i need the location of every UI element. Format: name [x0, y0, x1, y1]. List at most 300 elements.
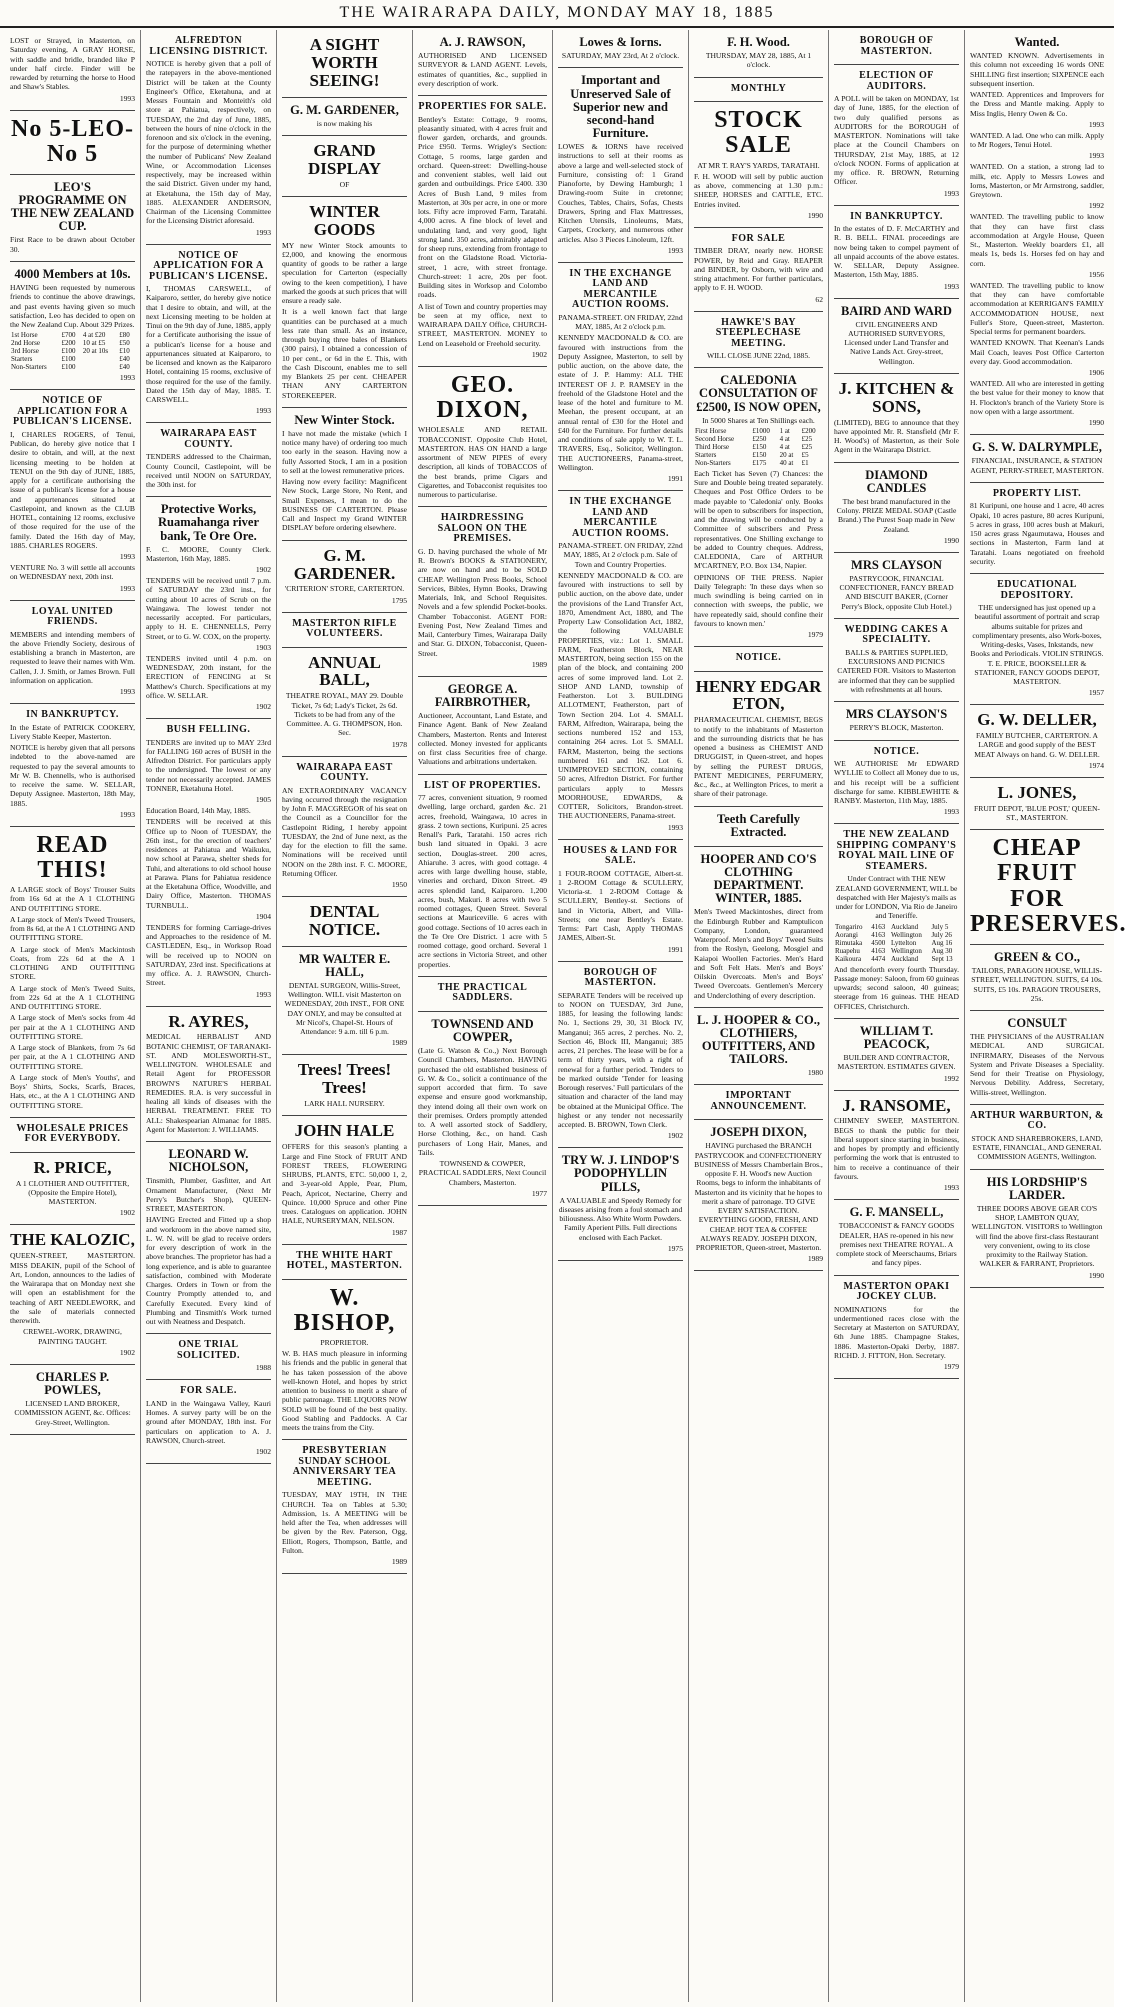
ad-reference-number: 1978	[391, 739, 407, 749]
ad-heading: LIST OF PROPERTIES.	[424, 779, 541, 791]
ad-heading: HENRY EDGAR ETON,	[695, 676, 822, 714]
ad-reference-number: 1979	[943, 1362, 959, 1372]
ad-reference-number: 1903	[255, 642, 271, 652]
ad-heading: READ THIS!	[36, 831, 109, 883]
advertisement	[418, 507, 547, 677]
ad-heading: WAIRARAPA EAST COUNTY.	[296, 761, 393, 784]
advertisement	[146, 30, 271, 245]
ad-heading: F. H. Wood.	[727, 35, 790, 49]
ad-heading: FOR SALE.	[180, 1385, 237, 1397]
ad-body-text: Men's Tweed Mackintoshes, direct from the Edinburgh Rubber and Kamptulicon Company, London, guaranteed Waterproof. Men's and Boys' Tweed Suits from the Roslyn, Geelong, Mosgiel and Kaiapoi Woollen Factories. Men's Hard and Soft Felt Hats. Men's and Boys' Oilskin Overcoats. Men's and Boys' Tweed Overcoats. Gentlemen's Mercery and Underclothing of every description.	[694, 907, 823, 1000]
ad-heading: JOHN HALE	[294, 1121, 395, 1141]
advertisement	[558, 840, 683, 962]
table-cell: £10	[119, 347, 130, 356]
ad-reference-number: 1991	[667, 474, 683, 483]
advertisement	[834, 702, 959, 740]
ad-heading: CHEAP FRUIT FOR PRESERVES.	[970, 835, 1127, 937]
table-cell: Non-Starters	[695, 458, 731, 467]
table-cell: July 26	[931, 930, 952, 939]
ad-reference-number: 1993	[119, 687, 135, 696]
ad-reference-number: 1993	[667, 822, 683, 832]
ad-reference-number: 1988	[255, 1363, 271, 1373]
ad-body-text: THE undersigned has just opened up a beautiful assortment of portrait and scrap albums suitable for prizes and complimentary presents, also Work-boxes, Writing-desks, Vases, Inkstands, new Books and Periodicals. VIOLIN STRINGS. T. E. PRICE, BOOKSELLER & STATIONER, FANCY GOODS DEPOT, MASTERTON.	[970, 603, 1104, 686]
ad-reference-number: 1993	[943, 281, 959, 291]
ad-body-text: And thenceforth every fourth Thursday. Passage money: Saloon, from 60 guineas upwards; second saloon, 40 guineas; steerage from 16 guineas. THE HEAD OFFICES, Christchurch.	[834, 964, 959, 1011]
ad-heading: THE PRACTICAL SADDLERS.	[437, 981, 528, 1004]
ad-body-text: LOWES & IORNS have received instructions to sell at their rooms as above a large and well-selected stock of Furniture, consisting of: 1 Grand Pianoforte, by Dewing Hamburgh; 1 Drawing-room Suite in cretonne; Couches, Tables, Chairs, Sofas, Chests Drawers, Spring and Flax Mattresses, Kitchen Utensils, Linoleums, Mats, Carpets, Crockery, and numerous other articles. Also 3 Pieces Linoleum, 12ft.	[558, 142, 683, 244]
table-cell: 10 at £5	[82, 339, 106, 348]
ad-body-text: KENNEDY MACDONALD & CO. are favoured with instructions to sell by public auction, on the above date, under the provisions of the Land Transfer Act, 1870, Amendment Act, 1880, and The Property Law Consolidation Act, 1882, the following VALUABLE PROPERTIES, viz.: Lot 1. SMALL FARM, Featherston Block, NEAR MASTERTON, being section 155 on the plan of the block, and containing 200 acres of some improved land. Lot 2. SHOP AND LAND, township of Featherston. Lot 3. BUILDING ALLOTMENT, Featherston, part of Town Section 204. Lot 4. SMALL FARM, Alfredton, Wairarapa, being the sections numbered 152 and 153, containing 264 acres. Lot 5. SMALL FARM, Masterton, being the sections numbered 161 and 162. Lot 6. UNIMPROVED SECTION, containing 50 acres, Alfredton District. For further particulars apply to Messrs MOORHOUSE, EDWARDS, & COTTER, Solicitors, Brandon-street. THE AUCTIONEERS, Panama-street.	[558, 570, 683, 821]
ad-reference-number: 1902	[255, 565, 271, 575]
ad-heading: G. W. DELLER,	[977, 710, 1097, 730]
ad-body-text: PROPRIETOR.	[320, 1337, 369, 1347]
table-cell: 4163	[871, 930, 886, 939]
advertisement	[10, 827, 135, 1118]
ad-heading: BAIRD AND WARD	[841, 303, 952, 318]
table-row	[834, 931, 959, 939]
ad-body-text: 77 acres, convenient situation, 9 roomed dwelling, large orchard, garden &c. 21 acres, freehold, Waingawa, 10 acres in grass. 2 town sections, Kuripuni. 25 acres Renall's Park, Taratahi. 150 acres rich bush land situated in Opaki. 3 acre section, Douglas-street. 200 acres, Ahiaruhe. 3 acres, with good cottage. 4 acres with large dwelling house, stable, vineries and orchard, Dixon Street. 49 acres splendid land, Kaiparoro. 1,200 acres, bush, Makuri. 8 acres with two 5 roomed cottages, Queen Street. Several sections at Mauriceville. 6 acres with good cottage. Sections of 10 acres each in the Te Ore Ore District. 1 acre with 5 roomed cottage, good orchard. Several 1 acre sections in Victoria Street, and other properties.	[418, 793, 547, 969]
advertisement	[418, 367, 547, 507]
ad-heading: Lowes & Iorns.	[579, 35, 662, 49]
ad-heading: LOYAL UNITED FRIENDS.	[31, 605, 114, 627]
ad-body-text: SEPARATE Tenders will be received up to NOON on TUESDAY, 3rd June, 1885, for leasing the following lands: No. 1, Sections 29, 30, 31 Block IV, Manganui; 365 acres, 2 perches. No. 2, Section 46, Block III, Manganui; 385 acres, 21 perches. The lease will be for a term of thirty years, with a right of renewal for a further period. Tenders to be marked outside 'Tender for leasing Borough reserves.' Full particulars of the situation and character of the land may be obtained at the Municipal Office. The highest or any tender not necessarily accepted. B. BROWN, Town Clerk.	[558, 990, 683, 1129]
ad-heading: BOROUGH OF MASTERTON.	[583, 966, 658, 988]
ad-heading: New Winter Stock.	[294, 412, 395, 427]
table-cell: £250	[752, 434, 767, 443]
advertisement	[282, 897, 407, 947]
ad-heading: L. JONES,	[997, 782, 1077, 802]
ad-body-text: TENDERS addressed to the Chairman, County Council, Castlepoint, will be received until NOON on SATURDAY, the 30th inst. for	[146, 452, 271, 489]
ad-heading: HIS LORDSHIP'S LARDER.	[986, 1174, 1088, 1202]
ad-body-text: I, CHARLES ROGERS, of Tenui, Publican, do hereby give notice that I desire to obtain, and will, at the next licensing meeting to be holden at TENUI on the 9th day of JUNE, 1885, apply for a certificate authorising the issue of a publican's license for a house and appurtenances situated at Castlepoint, and known as the CLUB HOTEL, containing 12 rooms, exclusive of those required for the use of the family. Dated the 16th day of May, 1885. CHARLES ROGERS.	[10, 429, 135, 550]
ad-heading: THE KALOZIC,	[10, 1230, 135, 1250]
ad-body-text: MY new Winter Stock amounts to £2,000, and knowing the enormous quantity of goods to be rather a large speculation for Carterton (especially owing to the keen competition), I have marked the goods at such prices that will ensure a ready sale.	[282, 240, 407, 306]
table-cell: First Horse	[695, 426, 727, 435]
table-cell: 4 at	[779, 442, 790, 451]
table-row	[694, 459, 823, 467]
ad-heading: MRS CLAYSON'S	[845, 707, 948, 722]
ad-heading: MRS CLAYSON	[851, 557, 942, 572]
ad-body-text: OF	[339, 179, 350, 189]
ad-heading: HOUSES & LAND FOR SALE.	[563, 844, 678, 866]
advertisement	[282, 757, 407, 898]
advertisement	[146, 497, 271, 719]
ad-heading: A SIGHT WORTH SEEING!	[309, 35, 380, 90]
table-cell: Third Horse	[695, 442, 730, 451]
table-cell: £175	[752, 458, 767, 467]
ad-body-text: G. D. having purchased the whole of Mr R. Brown's BOOKS & STATIONERY, are now on hand and to be SOLD CHEAP. Wellington Press Books, School Services, Bibles, Hymn Books, Drawing Materials, Ink, and School Requisites. Novels and a few splendid Pocket-books. Chamber Tobacconist. AGENT FOR: Evening Post, New Zealand Times and Mail, Canterbury Times, Wairarapa Daily and Star. G. DIXON, Tobacconist, Queen-Street.	[418, 546, 547, 658]
ad-reference-number: 1989	[391, 1038, 407, 1048]
ad-body-text: MEDICAL HERBALIST AND BOTANIC CHEMIST, OF TARANAKI-ST. AND MOLESWORTH-ST., WELLINGTON. WHOLESALE and Retail Agent for PROFESSOR BROWN'S NATURE'S HERBAL REMEDIES. R.A. is very successful in healing all kinds of diseases with the HERBAL TREATMENT. FREE TO ALL: Shakespearian Almanac for 1885. Agent for Masterton: J. WILLIAMS.	[146, 1032, 271, 1134]
ad-heading: JOSEPH DIXON,	[710, 1125, 807, 1140]
ad-body-text: 'CRITERION' STORE, CARTERTON.	[284, 584, 405, 594]
table-cell: 20 at 10s	[82, 347, 109, 356]
advertisement	[694, 312, 823, 369]
advertisement	[558, 491, 683, 840]
ad-reference-number: 1993	[119, 93, 135, 103]
ad-body-text: FINANCIAL, INSURANCE, & STATION AGENT, PERRY-STREET, MASTERTON.	[970, 456, 1104, 475]
ad-reference-number: 1993	[119, 373, 135, 383]
column-5	[553, 30, 689, 2002]
advertisement	[694, 368, 823, 647]
ad-body-text: WANTED. Apprentices and Improvers for the Dress and Mantle making. Apply to Miss Inglis, Henry Owen & Co.	[970, 90, 1104, 118]
ad-heading: GEORGE A. FAIRBROTHER,	[434, 681, 531, 709]
table-cell: Starters	[695, 450, 717, 459]
prize-table	[10, 331, 135, 371]
table-cell: Rimutaka	[835, 938, 863, 947]
advertisement	[834, 1019, 959, 1091]
table-cell: Wellington	[890, 946, 922, 955]
ad-heading: THE WHITE HART HOTEL, MASTERTON.	[286, 1249, 403, 1271]
ad-heading: MONTHLY	[730, 82, 787, 94]
ad-body-text: VENTURE No. 3 will settle all accounts on WEDNESDAY next, 20th inst.	[10, 563, 135, 582]
ad-body-text: F. C. MOORE, County Clerk. Masterton, 16th May, 1885.	[146, 544, 271, 563]
table-cell: £200	[61, 339, 76, 348]
ad-reference-number: 1905	[255, 795, 271, 805]
table-cell: 40 at	[779, 458, 794, 467]
table-cell: £100	[61, 355, 76, 364]
ad-heading: ARTHUR WARBURTON, & CO.	[970, 1109, 1104, 1132]
ad-reference-number: 1950	[391, 880, 407, 890]
advertisement	[282, 1440, 407, 1574]
ad-heading: MASTERTON RIFLE VOLUNTEERS.	[292, 617, 397, 640]
advertisement	[282, 613, 407, 648]
ad-reference-number: 1992	[943, 1073, 959, 1083]
ad-reference-number: 1902	[119, 1208, 135, 1218]
ad-heading: G. S. W. DALRYMPLE,	[972, 440, 1102, 455]
advertisement	[10, 390, 135, 600]
ad-body-text: A Large stock of Men's Tweed Suits, from 22s 6d at the A 1 CLOTHING AND OUTFITTING STORE.	[10, 983, 135, 1012]
ad-body-text: A Large stock of Men's socks from 4d per pair at the A 1 CLOTHING AND OUTFITTING STORE.	[10, 1013, 135, 1041]
advertisement	[146, 1007, 271, 1143]
table-cell: £40	[119, 355, 130, 364]
ad-heading: CONSULT	[1007, 1016, 1067, 1031]
ad-body-text: PANAMA-STREET. ON FRIDAY, 22nd MAY, 1885, At 2 o'clock p.m.	[558, 312, 683, 331]
ad-reference-number: 1993	[943, 807, 959, 817]
ad-heading: STOCK SALE	[714, 107, 803, 159]
advertisement	[970, 705, 1104, 778]
ad-body-text: STOCK AND SHAREBROKERS, LAND, ESTATE, FINANCIAL, AND GENERAL COMMISSION AGENTS, Wellington.	[971, 1133, 1103, 1162]
ad-heading: IN BANKRUPTCY.	[26, 709, 119, 720]
advertisement	[282, 98, 407, 136]
advertisement	[282, 136, 407, 197]
ad-heading: CHARLES P. POWLES,	[35, 1369, 110, 1397]
table-cell: 4163	[871, 922, 886, 931]
ad-body-text: TIMBER DRAY, nearly new. HORSE POWER, by Reid and Gray. REAPER and BINDER, by Osborn, with wire and string attachment. For further particulars, apply to F. H. WOOD.	[694, 246, 823, 293]
table-cell: Auckland	[890, 922, 919, 931]
ad-body-text: SATURDAY, MAY 23rd, At 2 o'clock.	[561, 51, 680, 61]
advertisement	[834, 824, 959, 1019]
table-cell	[82, 355, 118, 363]
advertisement	[970, 483, 1104, 574]
ad-body-text: I, THOMAS CARSWELL, of Kaiparoro, settler, do hereby give notice that I desire to obtain, and will, at the next Licensing meeting to be holden at Tinui on the 9th day of June, 1885, apply for a Certificate authorising the issue of a publican's license for a house and appurtenances situated at Kaiparoro, to be licensed and known as the Kaiparoro Hotel, containing 15 rooms, exclusive of those required for the use of the family. Dated the 15th day of May, 1885. T. CARSWELL.	[146, 284, 272, 404]
ad-reference-number: 1902	[119, 1347, 135, 1357]
ad-body-text: A Large stock of Men's Mackintosh Coats, from 22s 6d at the A 1 CLOTHING AND OUTFITTING STORE.	[10, 944, 135, 982]
ad-reference-number: 1904	[255, 911, 271, 921]
ad-body-text: AT MR T. RAY'S YARDS, TARATAHI.	[697, 160, 820, 170]
advertisement	[834, 463, 959, 553]
table-row	[10, 339, 135, 347]
ad-body-text: TENDERS are invited up to MAY 23rd for FALLING 160 acres of BUSH in the Alfredton District. For particulars apply to the undersigned. The lowest or any tender not necessarily accepted. JAMES TONNER, Eketahuna Hotel.	[146, 737, 271, 793]
ad-heading: IN BANKRUPTCY.	[850, 210, 943, 222]
ad-reference-number: 1993	[119, 809, 135, 819]
ad-body-text: KENNEDY MACDONALD & CO. are favoured with instructions from the Deputy Assignee, Masterton, to sell by public auction, on the above date, the estate of J. P. Hammy: ALL THE INTEREST OF J. P. RAMSEY in the freehold of the Gladstone Hotel and the lease of the hotel and furniture to M. Meehan, the present occupant, at an annual rental of £30 for the Hotel and £40 for the Furniture. For further details and conditions of sale apply to W. T. L. TRAVERS, Esq., Solicitor, Wellington. THE AUCTIONEERS, Panama-street, Wellington.	[558, 333, 683, 472]
advertisement	[282, 648, 407, 757]
ad-body-text: A list of Town and country properties may be seen at my office, next to WAIRARAPA DAILY Office, CHURCH-STREET, MASTERTON. MONEY to Lend on Leasehold or Freehold security.	[418, 301, 547, 348]
ad-body-text: In the Estate of PATRICK COOKERY, Livery Stable Keeper, Masterton.	[10, 722, 135, 741]
advertisement	[558, 263, 683, 491]
ad-body-text: 1 FOUR-ROOM COTTAGE, Albert-st. 1 2-ROOM Cottage & SCULLERY, Victoria-st. 1 2-ROOM Cottage & SCULLERY, Bentley-st. Sections of land in Victoria, Albert, and Villa-Streets; one near Bentley's Estate. Terms: Part Cash, Apply THOMAS JAMES, Albert-St.	[558, 868, 683, 943]
advertisement	[10, 262, 135, 390]
ad-reference-number: 1902	[531, 349, 547, 359]
ad-body-text: (LIMITED), BEG to announce that they have appointed Mr. R. Stansfield (Mr F. H. Wood's) of Masterton, as their Sole Agent in the Wairarapa District.	[834, 417, 959, 455]
advertisement	[282, 1055, 407, 1116]
ad-heading: NOTICE.	[735, 652, 782, 664]
advertisement	[146, 1380, 271, 1464]
ad-body-text: TENDERS for forming Carriage-drives and Approaches to the residence of M. CASTLEDEN, Esq., in Worksop Road will be received up to NOON on SATURDAY, 23rd inst. Specifications at my office. A. J. RAWSON, Church-Street.	[146, 922, 271, 988]
ad-heading: PROPERTY LIST.	[992, 487, 1082, 499]
prize-table	[834, 923, 959, 963]
ad-body-text: FRUIT DEPOT, 'BLUE POST,' QUEEN-ST., MASTERTON.	[974, 803, 1100, 822]
ad-heading: G. F. MANSELL,	[849, 1205, 944, 1220]
ad-body-text: WANTED. All who are interested in getting the best value for their money to know that H. Flockton's branch of the Variety Store is now open with a large assortment.	[970, 379, 1104, 416]
table-cell: 2nd Horse	[11, 339, 40, 348]
advertisement	[418, 677, 547, 775]
advertisement	[558, 68, 683, 262]
table-row	[10, 331, 135, 339]
ad-heading: Important and Unreserved Sale of Superior new and second-hand Furniture.	[570, 73, 671, 140]
ad-heading: J. RANSOME,	[842, 1095, 951, 1115]
table-cell: 1 at	[779, 426, 790, 435]
advertisement	[970, 30, 1104, 435]
advertisement	[694, 672, 823, 807]
table-cell: 3rd Horse	[11, 347, 39, 356]
advertisement	[834, 1200, 959, 1275]
ad-body-text: WANTED. The travelling public to know that they can have first class accommodation at Argyle House, Queen St., Masterton. Weekly boarders £1, all meals 1s, beds 1s. Horses fed on hay and corn.	[970, 212, 1104, 268]
ad-reference-number: 1990	[1088, 1270, 1104, 1280]
advertisement	[834, 741, 959, 825]
ad-body-text: BUILDER AND CONTRACTOR, MASTERTON. ESTIMATES GIVEN.	[837, 1053, 956, 1072]
table-cell: £1000	[752, 426, 770, 435]
ad-body-text: PHARMACEUTICAL CHEMIST, BEGS to notify to the inhabitants of Masterton and the surrounding districts that he has opened a business as CHEMIST AND DRUGGIST, in Queen-street, and hopes by selling the PUREST DRUGS, PATENT MEDICINES, PERFUMERY, &c., &c., at Wellington Prices, to merit a share of their patronage.	[694, 715, 823, 799]
ad-reference-number: 1956	[1088, 269, 1104, 279]
ad-body-text: AUTHORISED AND LICENSED SURVEYOR & LAND AGENT. Levels, estimates of quantities, &c., supplied in every description of work.	[418, 51, 547, 88]
ad-body-text: BALLS & PARTIES SUPPLIED, EXCURSIONS AND PICNICS CATERED FOR. Visitors to Masterton are informed that they can be supplied with refreshments at all hours.	[837, 647, 956, 694]
ad-body-text: is now making his	[316, 118, 373, 128]
advertisement	[834, 65, 959, 206]
ad-body-text: A Large stock of Men's Youths', and Boys' Shirts, Socks, Scarfs, Braces, Hats, etc., at the A 1 CLOTHING AND OUTFITTING STORE.	[10, 1072, 135, 1110]
ad-body-text: DENTAL SURGEON, Willis-Street, Wellington. WILL visit Masterton on WEDNESDAY, 20th INST., FOR ONE DAY ONLY, and may be consulted at Mr Nicol's, Chapel-St. Hours of Attendance: 9 a.m. till 6 p.m.	[284, 980, 405, 1037]
ad-body-text: LAND in the Waingawa Valley, Kauri Homes. A survey party will be on the ground after MONDAY, 18th inst. For particulars on application to A. J. RAWSON, Church-street.	[146, 1398, 271, 1445]
advertisement	[282, 1245, 407, 1280]
ad-body-text: Bentley's Estate: Cottage, 9 rooms, pleasantly situated, with 4 acres fruit and flower garden, orchards, and grounds. Price £950. Terms. Wrigley's Section: Cottage, 5 rooms, large garden and orchard. Queen-street: Dwelling-house and convenient stables, well laid out garden and outbuildings. Price £400. 330 Acres of Bush Land, 9 miles from Masterton, at 30s per acre, in one or more lots. Fifty acre improved Farm, Taratahi. 4,000 acres. A fine block of level and undulating land, and very good, light strong land. 350 acres, admirably adapted for sheep runs, extending from frontage to front on the Gladstone Road. Victoria-street, 1 acre, with street frontage. Church-street: 1 acre, 20s per foot. Building sites in Worksop and Colombo roads.	[418, 114, 547, 300]
advertisement	[282, 947, 407, 1056]
ad-heading: CALEDONIA CONSULTATION OF £2500, IS NOW OPEN,	[696, 373, 821, 414]
ad-body-text: WHOLESALE AND RETAIL TOBACCONIST. Opposite Club Hotel, MASTERTON. HAS ON HAND a large assortment of NEW PIPES of every description, all kinds of TOBACCOS of the best brands, prime Cigars and Cigarettes, and Tobacconist requisites too numerous to particularise.	[418, 425, 547, 499]
advertisement	[694, 1120, 823, 1271]
ad-heading: NOTICE OF APPLICATION FOR A PUBLICAN'S LICENSE.	[149, 249, 268, 282]
advertisement	[970, 1011, 1104, 1105]
ad-heading: G. M. GARDENER.	[293, 545, 396, 583]
column-1	[5, 30, 141, 2002]
advertisement	[694, 102, 823, 228]
advertisement	[282, 197, 407, 408]
ad-body-text: TAILORS, PARAGON HOUSE, WILLIS-STREET, WELLINGTON. SUITS, £4 10s. SUITS, £5 10s. PARAGON TROUSERS, 25s.	[971, 966, 1103, 1003]
ad-body-text: Tinsmith, Plumber, Gasfitter, and Art Ornament Manufacturer, (Next Mr Perry's Butcher's Shop), QUEEN-STREET, MASTERTON.	[146, 1176, 271, 1214]
ad-heading: LEO'S PROGRAMME ON THE NEW ZEALAND CUP.	[10, 179, 135, 234]
ad-heading: THE NEW ZEALAND SHIPPING COMPANY'S ROYAL MAIL LINE OF STEAMERS.	[836, 829, 957, 872]
ad-reference-number: 1906	[1088, 368, 1104, 378]
table-cell: £150	[752, 442, 767, 451]
table-cell: Ruapehu	[835, 946, 860, 955]
ad-heading: Teeth Carefully Extracted.	[717, 811, 800, 839]
ad-body-text: A Large stock of Men's Tweed Trousers, from 8s 6d, at the A 1 CLOTHING AND OUTFITTING STORE.	[10, 914, 135, 943]
advertisement	[10, 601, 135, 705]
advertisement	[834, 553, 959, 619]
ad-body-text: PASTRYCOOK, FINANCIAL CONFECTIONER, FANCY BREAD AND BISCUIT BAKER, (Corner Perry's Block, opposite Club Hotel.)	[839, 573, 954, 611]
ad-heading: IN THE EXCHANGE LAND AND MERCANTILE AUCTION ROOMS.	[569, 496, 672, 539]
advertisement	[970, 830, 1127, 945]
ad-heading: WINTER GOODS	[309, 201, 380, 239]
advertisement	[834, 619, 959, 702]
ad-heading: ELECTION OF AUDITORS.	[859, 70, 934, 92]
ad-body-text: PERRY'S BLOCK, Masterton.	[849, 723, 944, 733]
advertisement	[418, 96, 547, 367]
ad-body-text: WANTED. The travelling public to know that they can have comfortable accommodation at KERRIGAN'S FAMILY ACCOMMODATION HOUSE, next Fuller's Store, Queen-street, Masterton. Special terms for permanent boarders.	[970, 280, 1104, 337]
ad-body-text: TOBACCONIST & FANCY GOODS DEALER, HAS re-opened in his new premises next THEATRE ROYAL. A complete stock of Meerschaums, Briars and fancy pipes.	[836, 1221, 957, 1268]
advertisement	[10, 1225, 135, 1364]
ad-body-text: WANTED KNOWN. That Keenan's Lands Mail Coach, leaves Post Office Carterton every day. Good accommodation.	[970, 338, 1104, 366]
columns	[5, 30, 1127, 2002]
table-cell: £200	[801, 426, 816, 435]
ad-heading: L. J. HOOPER & CO., CLOTHIERS, OUTFITTERS, AND TAILORS.	[697, 1012, 820, 1067]
ad-body-text: In the estates of D. F. McCARTHY and R. B. BELL. FINAL proceedings are now being taken to compel payment of all unpaid accounts of the above estates. W. SELLAR, Deputy Assignee. Masterton, 15th May, 1885.	[834, 224, 959, 280]
ad-reference-number: 1989	[391, 1557, 407, 1567]
advertisement	[146, 245, 271, 424]
ad-body-text: Having now every facility: Magnificent New Stock, Large Store, No Rent, and Small Expenses, I mean to do the BUSINESS OF CARTERTON. Please Call and Inspect my Grand WINTER DISPLAY before ordering elsewhere.	[282, 477, 407, 533]
ad-body-text: TENDERS will be received until 7 p.m. of SATURDAY the 23rd inst., for cutting about 10 acres of Scrub on the Waingawa. The lowest tender not necessarily accepted. For particulars, apply to H. E. CHENNELLS, Perry Street, or to G. W. COX, on the property.	[146, 576, 271, 641]
table-cell: £700	[61, 331, 76, 340]
ad-heading: TOWNSEND AND COWPER,	[431, 1016, 534, 1044]
ad-body-text: LICENSED LAND BROKER, COMMISSION AGENT, &c. Offices: Grey-Street, Wellington.	[14, 1399, 131, 1427]
ad-heading: MR WALTER E. HALL,	[298, 951, 391, 979]
ad-reference-number: 1993	[119, 583, 135, 593]
table-row	[10, 363, 135, 371]
ad-body-text: WE AUTHORISE Mr EDWARD WYLLIE to Collect all Money due to us, and his receipt will be a sufficient discharge for same. KIBBLEWHITE & RANBY. Masterton, 11th May, 1885.	[834, 759, 959, 806]
ad-heading: IMPORTANT ANNOUNCEMENT.	[710, 1090, 807, 1112]
ad-body-text: NOMINATIONS for the undermentioned races close with the Secretary at Masterton on SATURDAY, 6th June 1885. Champagne Stakes, 1886. Masterton-Opaki Derby, 1887. RICHD. J. FITTON, Hon. Secretary.	[834, 1304, 959, 1360]
ad-reference-number: 1975	[667, 1243, 683, 1253]
ad-reference-number: 1990	[807, 210, 823, 220]
table-cell: £40	[119, 363, 130, 372]
advertisement	[418, 977, 547, 1012]
ad-body-text: The best brand manufactured in the Colony. PRIZE MEDAL SOAP (Castle Brand.) The Purest Soap made in New Zealand.	[836, 496, 957, 534]
ad-body-text: I have not made the mistake (which I notice many have) of ordering too much too early in the season. Having now a fully Assorted Stock, I am in a position to sell at the lowest remunerative prices.	[282, 428, 407, 475]
ad-body-text: PANAMA-STREET. ON FRIDAY, 22nd MAY, 1885, At 2 o'clock p.m. Sale of Town and Country Properties.	[558, 541, 683, 569]
table-cell: £100	[61, 347, 76, 356]
ad-reference-number: 1977	[531, 1188, 547, 1198]
ad-body-text: TENDERS will be received at this Office up to Noon of TUESDAY, the 26th inst., for the erection of teachers' residences at Pahiatua and Waikuku, now school at Parawa, shelter sheds for Tuhi, and alterations to old school house at Parawa. Plans for Pahiatua residence at the Eketahuna Office, Woodville, and Dairy Office, Masterton. THOMAS TURNBULL.	[146, 817, 271, 910]
ad-body-text: WANTED KNOWN. Advertisements in this column not exceeding 16 words ONE SHILLING first insertion; SIXPENCE each subsequent insertion.	[970, 51, 1104, 88]
ad-heading: GEO. DIXON,	[436, 371, 529, 424]
ad-body-text: NOTICE is hereby given that a poll of the ratepayers in the above-mentioned District will be taken at the County Engineer's Office, Eketahuna, and at Messrs Fountain and Monteith's old store at Pahiatua, respectively, on TUESDAY, the 2nd day of June, 1885, between the hours of nine o'clock in the forenoon and six o'clock in the evening, for the purpose of determining whether the number of Publicans' New Zealand Wine, or Accommodation Licenses respectively, may be increased within the said District. Given under my hand, at Eketahuna, the 15th day of May, 1885. ALEXANDER ANDERSON, Chairman of the Licensing Committee for the Licensing District aforesaid.	[146, 59, 271, 226]
advertisement	[418, 775, 547, 977]
advertisement	[970, 435, 1104, 483]
ad-body-text: TENDERS invited until 4 p.m. on WEDNESDAY, 20th instant, for the ERECTION of FENCING at St Matthew's Church. Specifications at my office. W. SELLAR.	[146, 653, 271, 700]
column-2	[141, 30, 277, 2002]
ad-heading: HAIRDRESSING SALOON ON THE PREMISES.	[437, 512, 528, 545]
ad-reference-number: 1989	[531, 659, 547, 669]
table-cell: Kaikoura	[835, 954, 862, 963]
table-cell: July 5	[931, 922, 949, 931]
table-cell: 4163	[871, 946, 886, 955]
advertisement	[10, 1153, 135, 1226]
ad-body-text: WANTED. On a station, a strong lad to milk, etc. Apply to Messrs Lowes and Iorns, Masterton, or Mr Armstrong, saddler, Greytown.	[970, 162, 1104, 200]
ad-heading: ANNUAL BALL,	[308, 652, 381, 690]
ad-heading: G. M. GARDENER,	[290, 102, 399, 117]
ad-body-text: W. B. HAS much pleasure in informing his friends and the public in general that he has taken possession of the above well-known Hotel, and hopes by strict attention to business to merit a share of public patronage. THE LIQUORS NOW SOLD will be found of the best quality. Good Stabling and Paddocks. A Car meets the trains from the City.	[282, 1349, 407, 1433]
advertisement	[10, 1365, 135, 1435]
advertisement	[834, 299, 959, 374]
masthead	[0, 0, 1114, 28]
advertisement	[282, 1116, 407, 1244]
ad-body-text: A LARGE stock of Boys' Trouser Suits from 16s 6d at the A 1 CLOTHING AND OUTFITTING STORE.	[10, 885, 135, 913]
advertisement	[10, 30, 135, 111]
ad-body-text: OFFERS for this season's planting a Large and Fine Stock of FRUIT AND FOREST TREES, FLOWERING SHRUBS, PLANTS, ETC. 50,000 1, 2, and 3-year-old Apple, Pear, Plum, Peach, Apricot, Nectarine, Cherry and Quince. 10,000 Spruce and other Pine trees. Catalogues on application. JOHN HALE, NURSERYMAN, NELSON.	[282, 1142, 407, 1226]
ad-heading: GRAND DISPLAY	[307, 140, 382, 178]
ad-body-text: A POLL will be taken on MONDAY, 1st day of June, 1885, for the election of two duly qualified persons as AUDITORS for the BOROUGH of MASTERTON. Nominations will take place at the Council Chambers on THURSDAY, 21st May, 1885, at 12 o'clock NOON. Forms of application at my office. R. BROWN, Returning Officer.	[834, 94, 959, 187]
advertisement	[282, 30, 407, 98]
table-cell: 4474	[871, 954, 886, 963]
advertisement	[834, 30, 959, 65]
ad-body-text: In 5000 Shares at Ten Shillings each.	[702, 415, 815, 425]
ad-reference-number: 1990	[1088, 418, 1104, 428]
advertisement	[146, 423, 271, 497]
advertisement	[146, 1334, 271, 1380]
ad-reference-number: 1795	[391, 595, 407, 605]
ad-body-text: LARK HALL NURSERY.	[304, 1099, 385, 1109]
column-3	[277, 30, 413, 2002]
ad-reference-number: 1980	[807, 1068, 823, 1078]
advertisement	[694, 647, 823, 672]
advertisement	[418, 30, 547, 96]
ad-heading: TRY W. J. LINDOP'S PODOPHYLLIN PILLS,	[561, 1153, 680, 1194]
table-cell: 1st Horse	[11, 331, 38, 340]
table-cell: Second Horse	[695, 434, 735, 443]
ad-heading: WILLIAM T. PEACOCK,	[859, 1023, 934, 1051]
ad-reference-number: 1902	[255, 1447, 271, 1457]
ad-heading: Trees! Trees! Trees!	[297, 1060, 392, 1098]
ad-body-text: HAVING Erected and Fitted up a shop and workroom in the above named site, L. W. N. will be glad to receive orders for every description of work in the above branches. The proprietor has had a long experience, and is able to guarantee satisfaction, combined with Moderate Charges. Orders in Town or from the Country Promptly attended to, and Carefully Executed. Every kind of Plumbing and Tinsmith's Work turned out with Neatness and Despatch.	[146, 1215, 271, 1327]
ad-body-text: A 1 CLOTHIER AND OUTFITTER, (Opposite the Empire Hotel), MASTERTON.	[15, 1178, 130, 1207]
advertisement	[694, 78, 823, 103]
ad-reference-number: 1979	[807, 630, 823, 640]
ad-reference-number: 1902	[667, 1131, 683, 1141]
ad-body-text: CIVIL ENGINEERS AND AUTHORISED SURVEYORS, Licensed under Land Transfer and Native Lands Act. Grey-street, Wellington.	[844, 319, 949, 366]
ad-heading: GREEN & CO.,	[993, 949, 1081, 964]
ad-heading: A. J. RAWSON,	[439, 35, 526, 49]
ad-heading: NOTICE OF APPLICATION FOR A PUBLICAN'S LICENSE.	[13, 395, 132, 428]
advertisement	[694, 847, 823, 1008]
table-row	[834, 955, 959, 963]
advertisement	[970, 574, 1104, 705]
ad-heading: BUSH FELLING.	[166, 724, 251, 736]
table-row	[10, 347, 135, 355]
ad-body-text: WILL CLOSE JUNE 22nd, 1885.	[706, 351, 811, 360]
advertisement	[694, 1008, 823, 1086]
ad-body-text: QUEEN-STREET, MASTERTON. MISS DEAKIN, pupil of the School of Art, London, announces to the ladies of the Wairarapa that on Monday next she will open an establishment for the teaching of ART NEEDLEWORK, and the sale of materials connected therewith.	[10, 1251, 135, 1326]
ad-body-text: NOTICE is hereby given that all persons indebted to the above-named are requested to pay the several amounts to Mr W. B. Chennells, who is authorised to receive the same. W. SELLAR, Deputy Assignee. Masterton, 18th May, 1885.	[10, 743, 135, 808]
